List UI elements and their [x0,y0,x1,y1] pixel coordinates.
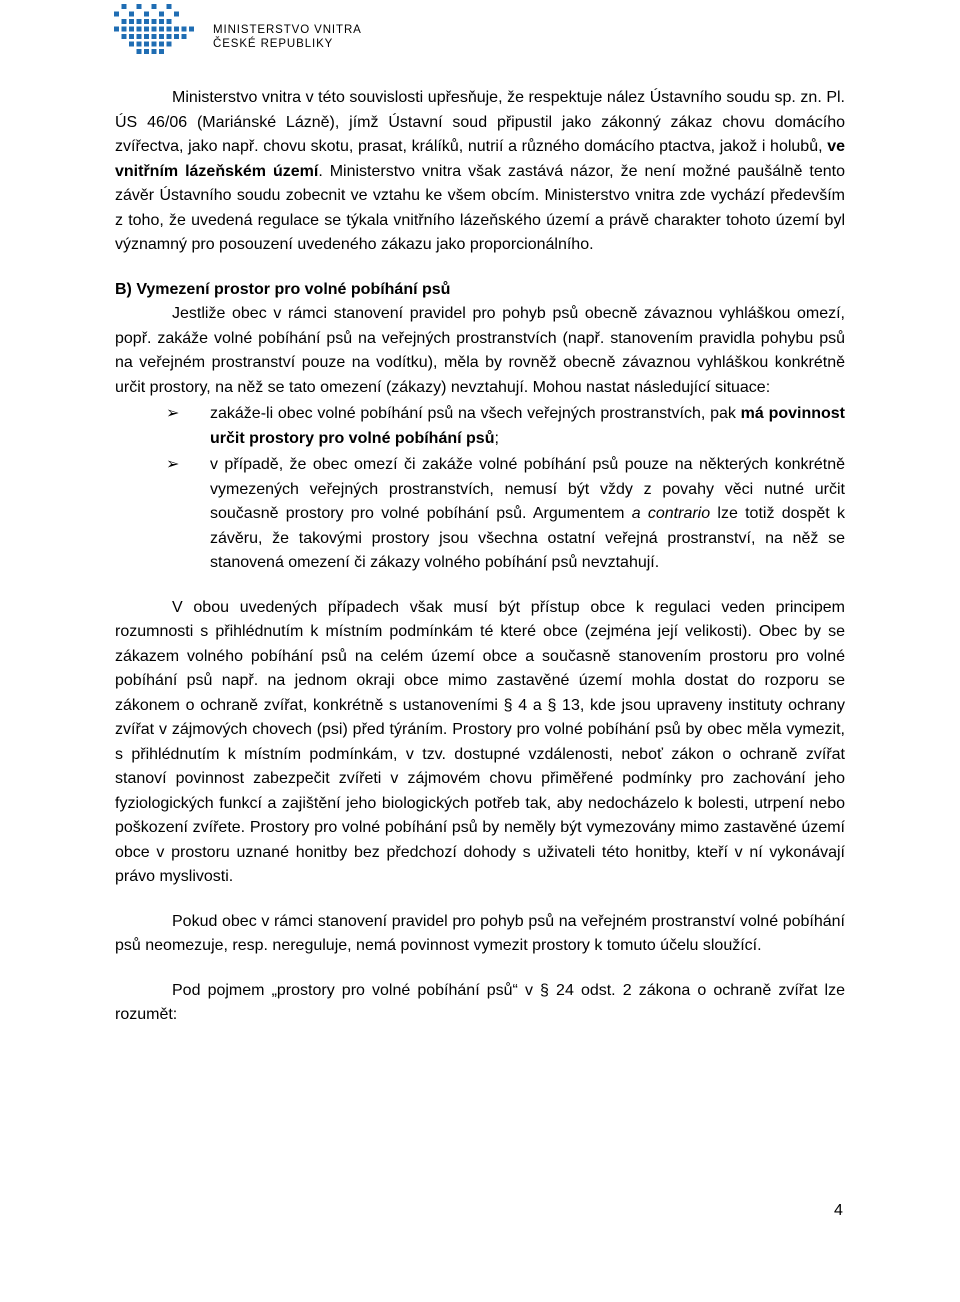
logo-dot [137,4,142,9]
logo-dot [137,42,142,47]
logo-dot [137,34,142,39]
logo-dot [167,34,172,39]
logo-dot [144,42,149,47]
document-body [115,86,845,1028]
logo-dot [167,4,172,9]
logo-dot [174,34,179,39]
page-header [110,0,410,60]
logo-dot [159,42,164,47]
page-number: 4 [834,1202,843,1219]
bullet-2-italic: a contrario [631,505,711,522]
logo-line-1: MINISTERSTVO VNITRA [213,24,362,36]
logo-dot [129,34,134,39]
bullet-2-text-b: lze totiž dospět k závěru, že takovými prostory jsou všechna ostatní veřejná prostranství, na něž se stanovená omezení či zákazy volného pobíhání psů nevztahují. [210,505,846,571]
logo-dot [122,4,127,9]
logo-dot [167,42,172,47]
logo-dot [152,49,157,54]
logo-dot [122,34,127,39]
logo-dot [182,27,187,32]
paragraph-3: V obou uvedených případech však musí být přístup obce k regulaci veden principem rozumnosti s přihlédnutím k místním podmínkám té které obce (zejména její velikosti). Obec by se zákazem volného pobíhání psů na celém území obce a současně stanovením prostoru pro volné pobíhání psů např. na jednom okraji obce mimo zastavěné území mohla dostat do rozporu se zákonem o ochraně zvířat, konkrétně s ustanoveními § 4 a § 13, kde jsou upraveny instituty ochrany zvířat v zájmových chovech (psi) před týráním. Prostory pro volné pobíhání psů by obec měla vymezit, s přihlédnutím k místním podmínkám, v tzv. dostupné vzdálenosti, neboť zákon o ochraně zvířat stanoví povinnost zabezpečit zvířeti v zájmovém chovu přiměřené podmínky pro zachování jeho fyziologických funkcí a zajištění jeho biologických potřeb tak, aby nedocházelo k bolesti, utrpení nebo poškození zvířete. Prostory pro volné pobíhání psů by neměly být vymezovány mimo zastavěné území obce v prostoru uznané honitby bez předchozí dohody s uživateli této honitby, kteří v ní vykonávají právo myslivosti. [115,598,845,885]
logo-dot [167,27,172,32]
ministry-logo-text [213,24,362,51]
list-item [166,453,846,576]
ministry-logo-icon [110,0,206,60]
bullet-1-text-a: zakáže-li obec volné pobíhání psů na všech veřejných prostranstvích, pak [210,405,741,422]
logo-dot [144,49,149,54]
logo-dot [152,27,157,32]
logo-dot [129,12,134,17]
paragraph-1-text-b: . Ministerstvo vnitra však zastává názor, že není možné paušálně tento závěr Ústavního soudu zobecnit ve vztahu ke všem obcím. Ministerstvo vnitra zde vychází především z toho, že uvedená regulace se týkala vnitřního lázeňského území a právě charakter tohoto území byl významný pro posouzení uvedeného zákazu jako proporcionálního. [115,162,845,253]
logo-dot [144,12,149,17]
logo-dot [189,27,194,32]
logo-dot [182,34,187,39]
logo-dot [129,27,134,32]
logo-dot [114,12,119,17]
logo-dot [144,19,149,24]
logo-dot [174,12,179,17]
paragraph-4: Pokud obec v rámci stanovení pravidel pro pohyb psů na veřejném prostranství volné pobíhání psů neomezuje, resp. nereguluje, nemá povinnost vymezit prostory k tomuto účelu sloužící. [115,912,845,954]
logo-dot [152,19,157,24]
logo-dot [159,49,164,54]
logo-dot [167,19,172,24]
logo-dot [114,27,119,32]
logo-dot [144,34,149,39]
list-item [166,402,846,451]
logo-dot [129,19,134,24]
logo-dot [152,34,157,39]
paragraph-1 [115,86,845,258]
logo-dot [122,27,127,32]
logo-dot [159,34,164,39]
logo-dot [144,27,149,32]
logo-dot [159,27,164,32]
logo-dot [152,42,157,47]
arrowhead-bullet-icon: ➢ [166,456,180,473]
logo-dot [137,27,142,32]
logo-dot [152,4,157,9]
bullet-1-bold: má povinnost určit prostory pro volné pobíhání psů [210,405,846,447]
logo-line-2: ČESKÉ REPUBLIKY [213,37,334,50]
bullet-2-text-a: v případě, že obec omezí či zakáže volné pobíhání psů pouze na některých konkrétně vymezených veřejných prostranstvích, nemusí být vždy z povahy věci nutné určit současně prostory pro volné pobíhání psů. Argumentem [210,456,845,522]
logo-dot [159,12,164,17]
paragraph-1-bold: ve vnitřním lázeňském území [115,138,845,180]
situations-list [115,402,845,576]
paragraph-5: Pod pojmem „prostory pro volné pobíhání psů“ v § 24 odst. 2 zákona o ochraně zvířat lze rozumět: [115,981,845,1023]
bullet-1-text-b: ; [494,429,499,447]
logo-dot [137,49,142,54]
logo-dot [129,42,134,47]
logo-dot [174,27,179,32]
logo-dot [122,19,127,24]
logo-dot [137,19,142,24]
arrowhead-bullet-icon: ➢ [166,405,180,422]
logo-dot [159,19,164,24]
paragraph-2: Jestliže obec v rámci stanovení pravidel pro pohyb psů obecně závaznou vyhláškou omezí, popř. zakáže volné pobíhání psů na veřejných prostranstvích (např. stanovením pravidla pohybu psů na veřejném prostranství pouze na vodítku), měla by rovněž obecně závaznou vyhláškou konkrétně určit prostory, na něž se tato omezení (zákazy) nevztahují. Mohou nastat následující situace: [115,305,845,396]
paragraph-1-text-a: Ministerstvo vnitra v této souvislosti upřesňuje, že respektuje nález Ústavního soudu sp. zn. Pl. ÚS 46/06 (Mariánské Lázně), jímž Ústavní soud připustil jako zákonný zákaz chovu domácího zvířectva, jako např. chovu skotu, prasat, králíků, nutrií a různého domácího ptactva, jakož i holubů, [115,89,845,155]
section-heading-b: B) Vymezení prostor pro volné pobíhání psů [115,280,451,298]
